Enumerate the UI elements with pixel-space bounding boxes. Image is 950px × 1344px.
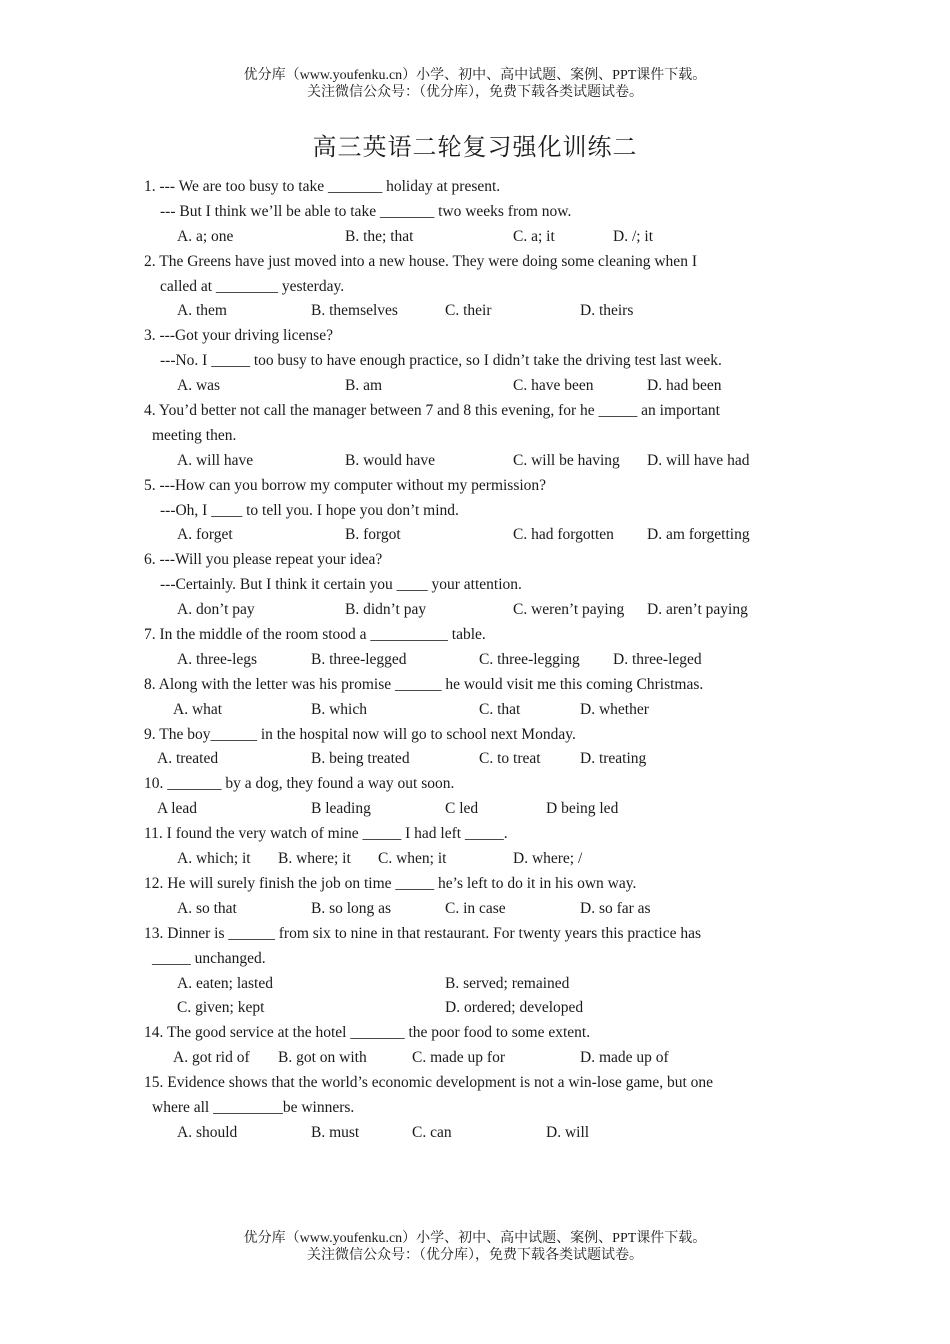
option-text: C. can — [412, 1123, 452, 1141]
line-text: ---Certainly. But I think it certain you ____ your attention. — [160, 576, 522, 594]
line-text: 6. ---Will you please repeat your idea? — [144, 551, 383, 569]
footer-line-1: 优分库（www.youfenku.cn）小学、初中、高中试题、案例、PPT课件下载。 — [243, 1231, 707, 1246]
line-text: ---No. I _____ too busy to have enough practice, so I didn’t take the driving test last week. — [160, 352, 722, 370]
text-line — [0, 996, 950, 1021]
option-text: B. served; remained — [445, 974, 570, 992]
option-text: C. a; it — [513, 227, 555, 245]
text-line — [0, 673, 950, 698]
option-text: D being led — [546, 800, 619, 818]
line-text: 14. The good service at the hotel _______ the poor food to some extent. — [144, 1024, 591, 1042]
option-text: A. so that — [177, 899, 237, 917]
text-line — [0, 523, 950, 548]
option-text: B. being treated — [311, 750, 410, 768]
line-text: 7. In the middle of the room stood a __________ table. — [144, 626, 486, 644]
text-line — [0, 922, 950, 947]
line-text: 15. Evidence shows that the world’s economic development is not a win-lose game, but one — [144, 1074, 714, 1092]
text-line — [0, 872, 950, 897]
option-text: B. themselves — [311, 302, 398, 320]
text-line — [0, 1121, 950, 1146]
option-text: A. three-legs — [177, 650, 258, 668]
text-line — [0, 772, 950, 797]
line-text: 9. The boy______ in the hospital now will go to school next Monday. — [144, 725, 576, 743]
option-text: C led — [445, 800, 479, 818]
text-line — [0, 623, 950, 648]
option-text: B. am — [345, 377, 383, 395]
option-text: A. them — [177, 302, 227, 320]
text-line — [0, 847, 950, 872]
question-list — [0, 175, 950, 1146]
page-header — [0, 67, 950, 101]
text-line — [0, 175, 950, 200]
option-text: C. given; kept — [177, 999, 265, 1017]
option-text: C. weren’t paying — [513, 601, 625, 619]
option-text: B. which — [311, 700, 367, 718]
option-text: B. got on with — [278, 1049, 367, 1067]
option-text: A. will have — [177, 451, 254, 469]
option-text: C. made up for — [412, 1049, 505, 1067]
line-text: 5. ---How can you borrow my computer without my permission? — [144, 476, 547, 494]
option-text: B. where; it — [278, 850, 351, 868]
option-text: B. three-legged — [311, 650, 407, 668]
option-text: C. had forgotten — [513, 526, 614, 544]
text-line — [0, 1071, 950, 1096]
option-text: D. had been — [647, 377, 722, 395]
option-text: C. will be having — [513, 451, 620, 469]
line-text: 1. --- We are too busy to take _______ holiday at present. — [144, 178, 501, 195]
option-text: C. their — [445, 302, 492, 320]
line-text: 2. The Greens have just moved into a new house. They were doing some cleaning when I — [144, 252, 697, 270]
line-text: 13. Dinner is ______ from six to nine in that restaurant. For twenty years this practice has — [144, 924, 702, 942]
option-text: B. would have — [345, 451, 435, 469]
option-text: A. don’t pay — [177, 601, 255, 619]
option-text: A lead — [157, 800, 198, 818]
option-text: D. will — [546, 1123, 590, 1141]
option-text: B. so long as — [311, 899, 392, 917]
option-text: D. where; / — [513, 850, 583, 868]
option-text: D. theirs — [580, 302, 634, 320]
option-text: D. treating — [580, 750, 647, 768]
text-line — [0, 299, 950, 324]
header-line-1: 优分库（www.youfenku.cn）小学、初中、高中试题、案例、PPT课件下载。 — [243, 68, 707, 83]
option-text: C. three-legging — [479, 650, 580, 668]
option-text: D. ordered; developed — [445, 999, 584, 1017]
text-line — [0, 648, 950, 673]
option-text: D. /; it — [613, 227, 654, 245]
line-text: called at ________ yesterday. — [160, 277, 345, 295]
option-text: B. didn’t pay — [345, 601, 427, 619]
line-text: ---Oh, I ____ to tell you. I hope you don’t mind. — [160, 501, 459, 519]
text-line — [0, 972, 950, 997]
text-line — [0, 200, 950, 225]
header-line-2: 关注微信公众号：（优分库），免费下载各类试题试卷。 — [307, 85, 643, 100]
option-text: C. have been — [513, 377, 594, 395]
line-text: --- But I think we’ll be able to take _______ two weeks from now. — [160, 202, 572, 220]
text-line — [0, 474, 950, 499]
option-text: A. got rid of — [173, 1049, 250, 1067]
option-text: C. in case — [445, 899, 506, 917]
option-text: D. am forgetting — [647, 526, 750, 544]
line-text: 12. He will surely finish the job on time _____ he’s left to do it in his own way. — [144, 874, 637, 892]
option-text: A. was — [177, 377, 221, 395]
option-text: D. will have had — [647, 451, 750, 469]
option-text: D. aren’t paying — [647, 601, 748, 619]
option-text: D. so far as — [580, 899, 651, 917]
text-line — [0, 250, 950, 275]
text-line — [0, 947, 950, 972]
option-text: B leading — [311, 800, 371, 818]
line-text: 11. I found the very watch of mine _____ I had left _____. — [144, 825, 508, 843]
option-text: A. which; it — [177, 850, 251, 868]
line-text: 8. Along with the letter was his promise ______ he would visit me this coming Christmas. — [144, 675, 704, 693]
text-line — [0, 275, 950, 300]
line-text: 4. You’d better not call the manager between 7 and 8 this evening, for he _____ an important — [144, 402, 720, 420]
text-line — [0, 1021, 950, 1046]
text-line — [0, 449, 950, 474]
option-text: C. when; it — [378, 850, 447, 868]
option-text: D. three-leged — [613, 650, 702, 668]
text-line — [0, 548, 950, 573]
option-text: B. the; that — [345, 227, 414, 245]
option-text: B. forgot — [345, 526, 401, 544]
option-text: A. a; one — [177, 227, 234, 245]
line-text: 3. ---Got your driving license? — [144, 327, 333, 345]
page-footer — [0, 1230, 950, 1264]
option-text: A. should — [177, 1123, 238, 1141]
text-line — [0, 349, 950, 374]
text-line — [0, 897, 950, 922]
option-text: A. treated — [157, 750, 219, 768]
option-text: B. must — [311, 1123, 360, 1141]
option-text: A. forget — [177, 526, 233, 544]
text-line — [0, 797, 950, 822]
text-line — [0, 598, 950, 623]
text-line — [0, 499, 950, 524]
line-text: where all _________be winners. — [152, 1098, 355, 1116]
option-text: D. made up of — [580, 1049, 669, 1067]
text-line — [0, 225, 950, 250]
text-line — [0, 399, 950, 424]
text-line — [0, 374, 950, 399]
line-text: 10. _______ by a dog, they found a way out soon. — [144, 775, 455, 793]
line-text: meeting then. — [152, 426, 237, 444]
text-line — [0, 324, 950, 349]
footer-line-2: 关注微信公众号：（优分库），免费下载各类试题试卷。 — [307, 1248, 643, 1263]
text-line — [0, 573, 950, 598]
option-text: D. whether — [580, 700, 649, 718]
option-text: A. what — [173, 700, 223, 718]
text-line — [0, 698, 950, 723]
line-text: _____ unchanged. — [152, 949, 266, 967]
text-line — [0, 723, 950, 748]
document-title: 高三英语二轮复习强化训练二 — [312, 135, 638, 161]
option-text: C. to treat — [479, 750, 541, 768]
option-text: C. that — [479, 700, 521, 718]
option-text: A. eaten; lasted — [177, 974, 273, 992]
text-line — [0, 424, 950, 449]
text-line — [0, 1046, 950, 1071]
text-line — [0, 822, 950, 847]
text-line — [0, 1096, 950, 1121]
text-line — [0, 747, 950, 772]
